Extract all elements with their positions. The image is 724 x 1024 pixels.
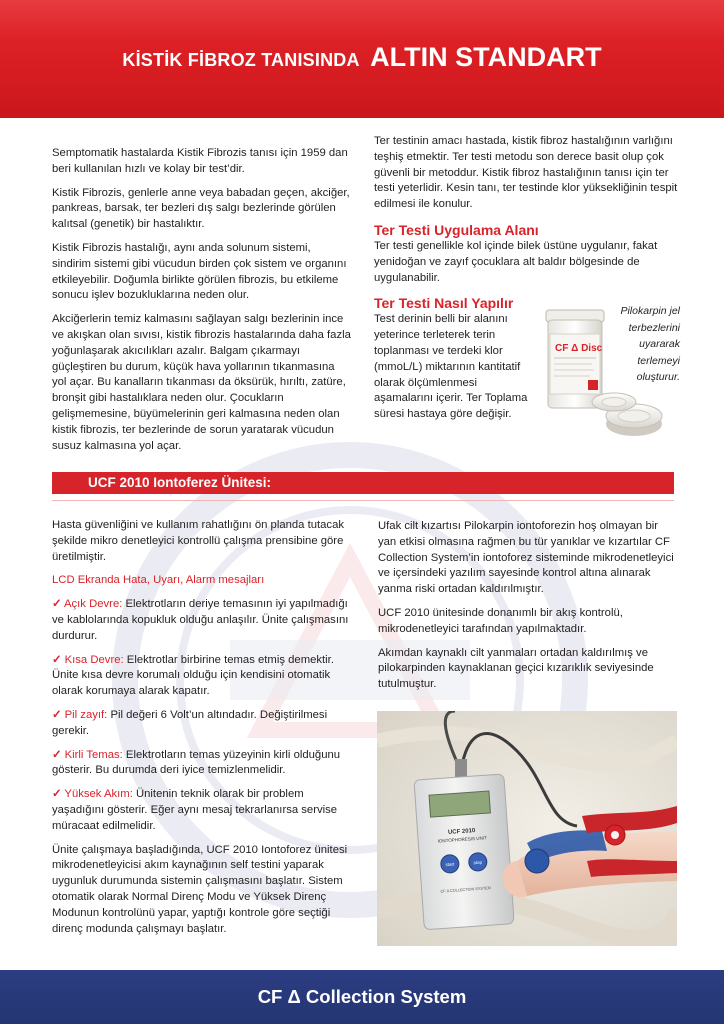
alarm-label: Pil zayıf: xyxy=(64,708,108,721)
pilocarpine-caption: Pilokarpin jel terbezlerini uyararak terlemeyi oluşturur. xyxy=(620,305,680,383)
alarm-text: Elektrotların deriye temasının iyi yapılmadığı ve kablolarında kopukluk olduğu anlaşılır. Ünite çalışmasını durdurur. xyxy=(52,598,349,642)
page-title-small: KİSTİK FİBROZ TANISINDA xyxy=(122,50,360,70)
footer-band xyxy=(0,970,724,1024)
alarm-text: Elektrotlar birbirine temas etmiş demektir. Ünite kısa devre korumalı olduğu için kendisini otomatik olarak korumaya alarak kapatır. xyxy=(52,653,334,698)
alarm-text: Pil değeri 6 Volt’un altındadır. Değiştirilmesi gerekir. xyxy=(52,708,328,737)
heading-how-test-done: Ter Testi Nasıl Yapılır xyxy=(374,295,514,312)
intro-paragraph: Semptomatik hastalarda Kistik Fibrozis tanısı için 1959 dan beri kullanılan hızlı ve kolay bir test’dir. xyxy=(52,147,348,175)
intro-paragraph: Ter testinin amacı hastada, kistik fibroz hastalığının varlığını teşhiş etmektir. Ter testi metodu son derece basit olup çok güvenli bir metoddur. Kistik fibroz hastalığının tanısı için ter testi yeterlidir. Kesin tanı, ter testinde klor yüksekliğinin tespit edilmesi ile konulur. xyxy=(374,135,678,211)
device-start-button: start xyxy=(445,861,455,868)
alarm-text: Elektrotların temas yüzeyinin kirli olduğunu gösterir. Bu durumda deri iyice temizlenmelidir. xyxy=(52,748,341,777)
section-bar xyxy=(52,472,674,494)
intro-paragraph: Ter testi genellikle kol içinde bilek üstüne uygulanır, fakat yenidoğan ve zayıf çocuklara alt baldır bölgesinde de uygulanabilir. xyxy=(374,239,658,284)
intro-paragraph: Kistik Fibrozis hastalığı, aynı anda solunum sistemi, sindirim sistemi gibi vücudun birden çok sistem ve organını etkileyebilir. Doğumla birlikte görülen fibrozis, bu etkileme sonucu işlev bozukluklarına neden olur. xyxy=(52,241,347,302)
alarm-text: Ünitenin teknik olarak bir problem yaşadığını gösterir. Eğer aynı mesaj tekrarlanırsa servise müracaat edilmelidir. xyxy=(52,788,338,832)
intro-paragraph: Akciğerlerin temiz kalmasını sağlayan salgı bezlerinin ince ve akışkan olan sıvısı, kistik fibrozis hastalarında daha fazla yoğunlaşarak akıcılıkları azalır. Balgam çıkarmayı güçleştiren bu durum, küçük hava yollarının tıkanmasına yol açar. Bu kanalların tıkanması da öksürük, hırıltı, zatüre, bronşit gibi hastalıklara neden olur. Çocukların gelişmemesine, büyümelerinin geri kalmasına neden olan kistik fibrozis, ter bezlerinde de sorun yaratarak vücudun susuz kalmasına yol açar. xyxy=(52,313,351,452)
unit-paragraph: Akımdan kaynaklı cilt yanmaları ortadan kaldırılmış ve pilokarpinden kaynaklanan geçici kızarıklık seviyesinde tutulmuştur. xyxy=(378,646,654,691)
checkmark-icon: ✓ xyxy=(52,653,62,666)
alarm-messages-heading: LCD Ekranda Hata, Uyarı, Alarm mesajları xyxy=(52,574,265,587)
alarm-item xyxy=(52,653,358,700)
checkmark-icon: ✓ xyxy=(52,788,62,801)
heading-application-area: Ter Testi Uygulama Alanı xyxy=(374,221,539,238)
alarm-label: Kısa Devre: xyxy=(64,653,124,666)
checkmark-icon: ✓ xyxy=(52,708,62,721)
intro-paragraph: Test derinin belli bir alanını yeterince terleterek terin toplanması ve terdeki klor (mmoL/L) miktarının kantitatif olarak ölçümlenmesi aşamalarını içerir. Ter Toplama süresi hastaya göre değişir. xyxy=(374,313,528,421)
device-stop-button: stop xyxy=(473,859,483,866)
unit-paragraph: Ufak cilt kızartısı Pilokarpin iontoforezin hoş olmayan bir yan etkisi olmasına rağmen bu tür yanıklar ve kızartılar CF Collection System’in iontoforez sisteminde mikrodenetleyici ve içersindeki yazılım sayesinde kontrol altına alınarak yanma riski ortadan kaldırılmıştır. xyxy=(378,520,674,596)
page-title xyxy=(0,42,724,73)
intro-paragraph: Kistik Fibrozis, genlerle anne veya babadan geçen, akciğer, pankreas, barsak, ter bezleri dış salgı bezlerinde görülen kalıtsal (genetik) bir hastalıktır. xyxy=(52,186,350,231)
alarm-item xyxy=(52,597,358,644)
unit-left-column xyxy=(52,518,358,945)
device-photo xyxy=(377,711,677,946)
device-model-label: UCF 2010 xyxy=(447,828,476,836)
unit-right-column xyxy=(378,519,674,701)
alarm-item xyxy=(52,748,358,780)
checkmark-icon: ✓ xyxy=(52,748,62,761)
unit-intro: Hasta güvenliğini ve kullanım rahatlığını ön planda tutacak şekilde mikro denetleyici kontrollü çalışma prensibine göre üretilmiştir. xyxy=(52,519,345,563)
alarm-label: Açık Devre: xyxy=(63,598,123,611)
alarm-label: Kirli Temas: xyxy=(64,748,123,761)
checkmark-icon: ✓ xyxy=(52,598,62,611)
jar-label: CF Δ Disc xyxy=(555,343,603,354)
unit-closing: Ünite çalışmaya başladığında, UCF 2010 Iontoforez ünitesi mikrodenetleyicisi akım kaynağının self testini yaparak uygunluk durumunda sistemin çalışmasını başlatır. Sistem otomatik olarak Normal Direnç Modu ve Yüksek Direnç Modunun kontrolünü yapar, yaptığı kontrole göre seçtiği direnç modunda çalışmayı başlatır. xyxy=(52,843,348,935)
intro-left-column xyxy=(52,146,352,462)
alarm-label: Yüksek Akım: xyxy=(64,788,133,801)
alarm-item xyxy=(52,708,358,740)
footer-brand: CF Δ Collection System xyxy=(257,986,467,1007)
section-divider xyxy=(52,500,674,501)
section-title: UCF 2010 Iontoferez Ünitesi: xyxy=(88,475,272,490)
header-gloss xyxy=(0,0,724,40)
device-subtitle-label: IONTOPHORESIS UNIT xyxy=(437,835,487,844)
unit-paragraph: UCF 2010 ünitesinde donanımlı bir akış kontrolü, mikrodenetleyici tarafından yapılmaktadır. xyxy=(378,606,623,635)
page-title-large: ALTIN STANDART xyxy=(370,42,602,72)
alarm-item xyxy=(52,787,358,834)
device-footer-label: CF Δ COLLECTION SYSTEM xyxy=(440,886,492,894)
